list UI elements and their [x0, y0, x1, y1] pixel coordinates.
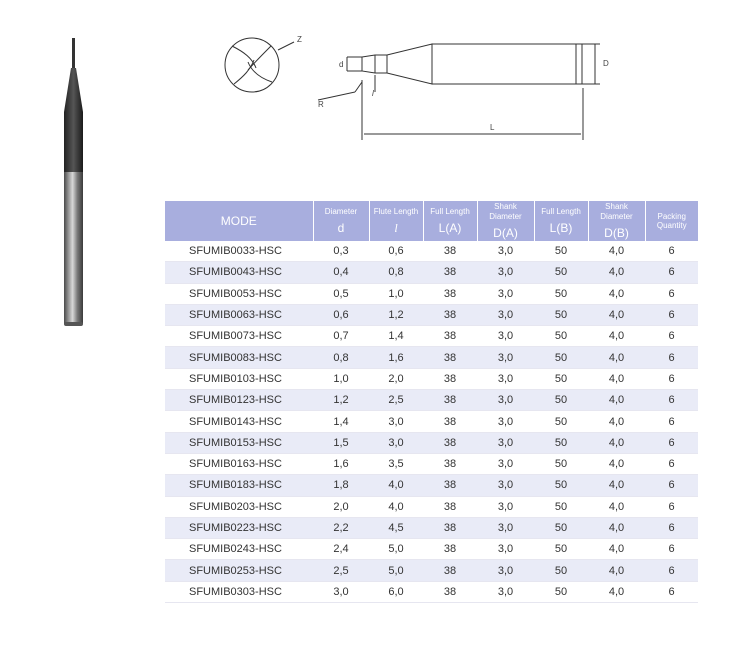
header-full-length-a — [423, 201, 477, 241]
cell-shank-diameter-b: 4,0 — [588, 453, 645, 474]
cell-model: SFUMIB0053-HSC — [165, 283, 313, 304]
cell-full-length-b: 50 — [534, 390, 588, 411]
cell-shank-diameter-b: 4,0 — [588, 475, 645, 496]
cell-diameter: 2,5 — [313, 560, 369, 581]
cell-diameter: 0,4 — [313, 262, 369, 283]
cell-diameter: 0,3 — [313, 241, 369, 262]
cell-flute-length: 4,0 — [369, 496, 423, 517]
cell-packing-quantity: 6 — [645, 368, 698, 389]
cell-packing-quantity: 6 — [645, 475, 698, 496]
cell-diameter: 1,8 — [313, 475, 369, 496]
cell-full-length-a: 38 — [423, 496, 477, 517]
header-full-length-b — [534, 201, 588, 241]
cell-flute-length: 3,5 — [369, 453, 423, 474]
cell-shank-diameter-b: 4,0 — [588, 560, 645, 581]
cell-shank-diameter-a: 3,0 — [477, 560, 534, 581]
cell-full-length-b: 50 — [534, 411, 588, 432]
header-shank-diameter-b-symbol: D(B) — [604, 225, 629, 240]
table-row — [165, 517, 698, 538]
cell-full-length-a: 38 — [423, 262, 477, 283]
header-shank-diameter-b — [588, 201, 645, 241]
cell-shank-diameter-a: 3,0 — [477, 390, 534, 411]
cell-shank-diameter-a: 3,0 — [477, 539, 534, 560]
cell-shank-diameter-a: 3,0 — [477, 496, 534, 517]
cell-full-length-a: 38 — [423, 517, 477, 538]
table-row — [165, 262, 698, 283]
cell-full-length-b: 50 — [534, 283, 588, 304]
cell-flute-length: 5,0 — [369, 560, 423, 581]
table-row — [165, 347, 698, 368]
header-diameter-title: Diameter — [324, 206, 358, 216]
header-diameter-symbol: d — [337, 220, 345, 235]
tool-end — [64, 322, 83, 326]
cell-full-length-a: 38 — [423, 411, 477, 432]
cell-model: SFUMIB0123-HSC — [165, 390, 313, 411]
cell-full-length-a: 38 — [423, 560, 477, 581]
table-row — [165, 390, 698, 411]
end-view — [225, 38, 294, 92]
header-shank-diameter-a-symbol: D(A) — [493, 225, 518, 240]
cell-full-length-b: 50 — [534, 241, 588, 262]
label-d-big: D — [603, 59, 609, 68]
cell-model: SFUMIB0223-HSC — [165, 517, 313, 538]
cell-shank-diameter-a: 3,0 — [477, 326, 534, 347]
cell-full-length-b: 50 — [534, 539, 588, 560]
header-packing-line2: Quantity — [656, 221, 687, 230]
cell-diameter: 0,5 — [313, 283, 369, 304]
cell-full-length-a: 38 — [423, 368, 477, 389]
cell-flute-length: 4,0 — [369, 475, 423, 496]
table-row — [165, 304, 698, 325]
cell-flute-length: 1,0 — [369, 283, 423, 304]
cell-flute-length: 3,0 — [369, 411, 423, 432]
cell-model: SFUMIB0063-HSC — [165, 304, 313, 325]
header-diameter — [313, 201, 369, 241]
cell-model: SFUMIB0033-HSC — [165, 241, 313, 262]
cell-model: SFUMIB0083-HSC — [165, 347, 313, 368]
cell-full-length-b: 50 — [534, 262, 588, 283]
cell-full-length-b: 50 — [534, 517, 588, 538]
cell-packing-quantity: 6 — [645, 581, 698, 602]
header-shank-diameter-a — [477, 201, 534, 241]
cell-model: SFUMIB0043-HSC — [165, 262, 313, 283]
cell-full-length-a: 38 — [423, 304, 477, 325]
cell-shank-diameter-a: 3,0 — [477, 453, 534, 474]
cell-full-length-b: 50 — [534, 581, 588, 602]
table-row — [165, 326, 698, 347]
cell-full-length-a: 38 — [423, 432, 477, 453]
cell-full-length-b: 50 — [534, 453, 588, 474]
table-body — [165, 241, 698, 603]
cell-flute-length: 1,6 — [369, 347, 423, 368]
cell-shank-diameter-b: 4,0 — [588, 496, 645, 517]
cell-shank-diameter-a: 3,0 — [477, 517, 534, 538]
cell-shank-diameter-b: 4,0 — [588, 304, 645, 325]
cell-diameter: 2,2 — [313, 517, 369, 538]
header-full-length-b-title: Full Length — [541, 206, 581, 216]
cell-diameter: 2,0 — [313, 496, 369, 517]
cell-packing-quantity: 6 — [645, 496, 698, 517]
cell-shank-diameter-b: 4,0 — [588, 241, 645, 262]
spec-table — [165, 201, 698, 603]
cell-shank-diameter-b: 4,0 — [588, 283, 645, 304]
cell-shank-diameter-a: 3,0 — [477, 475, 534, 496]
cell-diameter: 0,6 — [313, 304, 369, 325]
cell-model: SFUMIB0153-HSC — [165, 432, 313, 453]
cell-packing-quantity: 6 — [645, 411, 698, 432]
cell-shank-diameter-a: 3,0 — [477, 368, 534, 389]
cell-diameter: 2,4 — [313, 539, 369, 560]
cell-full-length-a: 38 — [423, 453, 477, 474]
side-view — [318, 44, 600, 140]
cell-full-length-b: 50 — [534, 347, 588, 368]
cell-shank-diameter-b: 4,0 — [588, 411, 645, 432]
cell-model: SFUMIB0073-HSC — [165, 326, 313, 347]
cell-packing-quantity: 6 — [645, 453, 698, 474]
header-packing-quantity — [645, 201, 698, 241]
cell-model: SFUMIB0143-HSC — [165, 411, 313, 432]
cell-flute-length: 5,0 — [369, 539, 423, 560]
table-header-row — [165, 201, 698, 241]
cell-packing-quantity: 6 — [645, 304, 698, 325]
cell-shank-diameter-b: 4,0 — [588, 539, 645, 560]
table-row — [165, 560, 698, 581]
table-row — [165, 539, 698, 560]
cell-flute-length: 2,0 — [369, 368, 423, 389]
cell-full-length-a: 38 — [423, 283, 477, 304]
cell-packing-quantity: 6 — [645, 560, 698, 581]
cell-full-length-a: 38 — [423, 581, 477, 602]
cell-model: SFUMIB0253-HSC — [165, 560, 313, 581]
cell-full-length-b: 50 — [534, 368, 588, 389]
cell-packing-quantity: 6 — [645, 432, 698, 453]
label-r: R — [318, 100, 324, 109]
cell-shank-diameter-a: 3,0 — [477, 304, 534, 325]
cell-full-length-b: 50 — [534, 496, 588, 517]
cell-packing-quantity: 6 — [645, 539, 698, 560]
cell-flute-length: 1,2 — [369, 304, 423, 325]
table-row — [165, 475, 698, 496]
cell-full-length-b: 50 — [534, 560, 588, 581]
cell-model: SFUMIB0163-HSC — [165, 453, 313, 474]
table-row — [165, 453, 698, 474]
table-row — [165, 496, 698, 517]
header-shank-diameter-b-title: Shank Diameter — [600, 201, 633, 221]
table-row — [165, 432, 698, 453]
header-shank-diameter-a-title: Shank Diameter — [489, 201, 522, 221]
cell-shank-diameter-b: 4,0 — [588, 581, 645, 602]
cell-flute-length: 3,0 — [369, 432, 423, 453]
cell-full-length-b: 50 — [534, 475, 588, 496]
cell-full-length-a: 38 — [423, 390, 477, 411]
table-row — [165, 283, 698, 304]
cell-shank-diameter-a: 3,0 — [477, 347, 534, 368]
cell-packing-quantity: 6 — [645, 283, 698, 304]
cell-shank-diameter-a: 3,0 — [477, 411, 534, 432]
cell-diameter: 1,2 — [313, 390, 369, 411]
cell-shank-diameter-a: 3,0 — [477, 432, 534, 453]
header-flute-length — [369, 201, 423, 241]
cell-full-length-a: 38 — [423, 539, 477, 560]
cell-diameter: 0,8 — [313, 347, 369, 368]
cell-packing-quantity: 6 — [645, 326, 698, 347]
table-row — [165, 241, 698, 262]
cell-shank-diameter-a: 3,0 — [477, 283, 534, 304]
header-full-length-a-title: Full Length — [430, 206, 470, 216]
cell-full-length-a: 38 — [423, 241, 477, 262]
cell-diameter: 3,0 — [313, 581, 369, 602]
cell-diameter: 1,5 — [313, 432, 369, 453]
table-row — [165, 581, 698, 602]
label-d-small: d — [339, 60, 344, 69]
cell-shank-diameter-a: 3,0 — [477, 262, 534, 283]
cell-packing-quantity: 6 — [645, 517, 698, 538]
cell-diameter: 1,6 — [313, 453, 369, 474]
cell-shank-diameter-b: 4,0 — [588, 390, 645, 411]
table-row — [165, 368, 698, 389]
cell-shank-diameter-b: 4,0 — [588, 262, 645, 283]
header-flute-length-title: Flute Length — [373, 206, 419, 216]
cell-model: SFUMIB0183-HSC — [165, 475, 313, 496]
header-mode: MODE — [165, 201, 313, 241]
cell-flute-length: 1,4 — [369, 326, 423, 347]
cell-model: SFUMIB0243-HSC — [165, 539, 313, 560]
label-l-small: l — [372, 89, 374, 98]
label-l-big: L — [490, 123, 495, 132]
header-flute-length-symbol: l — [394, 220, 398, 235]
cell-shank-diameter-a: 3,0 — [477, 581, 534, 602]
cell-packing-quantity: 6 — [645, 347, 698, 368]
header-full-length-a-symbol: L(A) — [438, 220, 462, 235]
cell-shank-diameter-a: 3,0 — [477, 241, 534, 262]
cell-full-length-a: 38 — [423, 475, 477, 496]
cell-packing-quantity: 6 — [645, 241, 698, 262]
header-full-length-b-symbol: L(B) — [549, 220, 573, 235]
cell-shank-diameter-b: 4,0 — [588, 326, 645, 347]
cell-diameter: 1,0 — [313, 368, 369, 389]
table-row — [165, 411, 698, 432]
cell-shank-diameter-b: 4,0 — [588, 347, 645, 368]
cell-diameter: 0,7 — [313, 326, 369, 347]
cell-shank-diameter-b: 4,0 — [588, 517, 645, 538]
cell-packing-quantity: 6 — [645, 262, 698, 283]
cell-model: SFUMIB0103-HSC — [165, 368, 313, 389]
header-packing-line1: Packing — [657, 212, 686, 221]
cell-flute-length: 6,0 — [369, 581, 423, 602]
cell-full-length-a: 38 — [423, 347, 477, 368]
cell-shank-diameter-b: 4,0 — [588, 368, 645, 389]
cell-flute-length: 2,5 — [369, 390, 423, 411]
cell-full-length-b: 50 — [534, 304, 588, 325]
cell-packing-quantity: 6 — [645, 390, 698, 411]
label-z: Z — [297, 35, 302, 44]
cell-full-length-b: 50 — [534, 326, 588, 347]
cell-flute-length: 0,8 — [369, 262, 423, 283]
cell-model: SFUMIB0303-HSC — [165, 581, 313, 602]
cell-model: SFUMIB0203-HSC — [165, 496, 313, 517]
technical-drawing — [0, 0, 750, 200]
cell-full-length-a: 38 — [423, 326, 477, 347]
cell-flute-length: 0,6 — [369, 241, 423, 262]
cell-shank-diameter-b: 4,0 — [588, 432, 645, 453]
cell-diameter: 1,4 — [313, 411, 369, 432]
cell-full-length-b: 50 — [534, 432, 588, 453]
cell-flute-length: 4,5 — [369, 517, 423, 538]
